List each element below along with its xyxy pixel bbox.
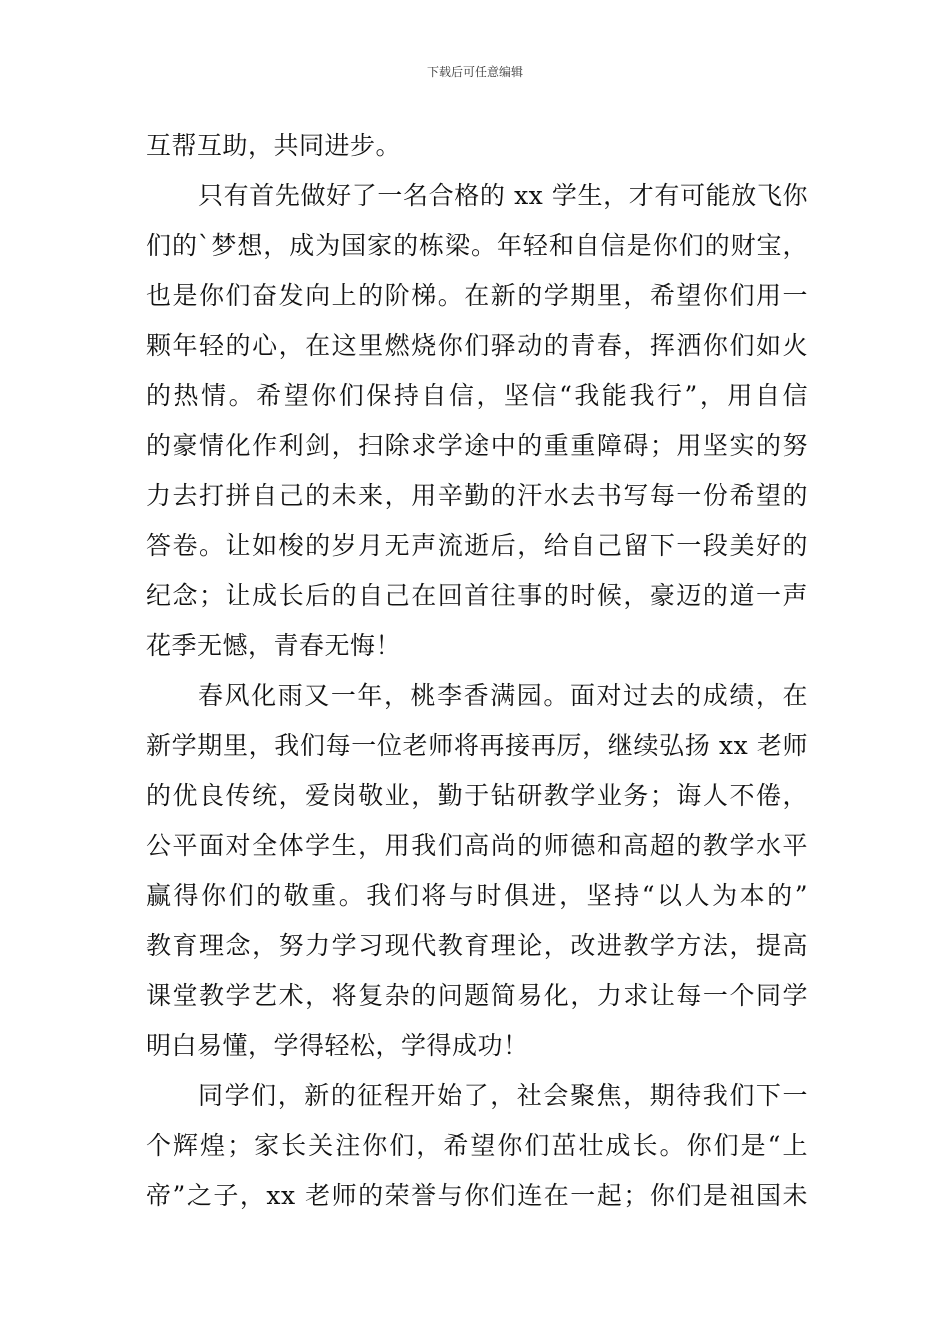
text-line: 公平面对全体学生，用我们高尚的师德和高超的教学水平 [146, 831, 808, 860]
text-line: 们的`梦想，成为国家的栋梁。年轻和自信是你们的财宝， [146, 231, 808, 260]
text-line: 答卷。让如梭的岁月无声流逝后，给自己留下一段美好的 [146, 531, 808, 560]
text-line: 的优良传统，爱岗敬业，勤于钻研教学业务；诲人不倦， [146, 781, 808, 810]
text-line: 帝”之子，xx 老师的荣誉与你们连在一起；你们是祖国未 [146, 1181, 808, 1210]
text-line: 纪念；让成长后的自己在回首往事的时候，豪迈的道一声 [146, 581, 808, 610]
text-line: 同学们，新的征程开始了，社会聚焦，期待我们下一 [198, 1081, 808, 1110]
text-line: 颗年轻的心，在这里燃烧你们驿动的青春，挥洒你们如火 [146, 331, 808, 360]
document-body [146, 121, 808, 1221]
text-line: 只有首先做好了一名合格的 xx 学生，才有可能放飞你 [198, 181, 808, 210]
text-line: 也是你们奋发向上的阶梯。在新的学期里，希望你们用一 [146, 281, 808, 310]
text-line: 新学期里，我们每一位老师将再接再厉，继续弘扬 xx 老师 [146, 731, 808, 760]
page-header: 下载后可任意编辑 [426, 65, 523, 79]
text-line: 的豪情化作利剑，扫除求学途中的重重障碍；用坚实的努 [146, 431, 808, 460]
text-line: 互帮互助，共同进步。 [146, 131, 402, 160]
text-line: 春风化雨又一年，桃李香满园。面对过去的成绩，在 [198, 681, 808, 710]
text-line: 明白易懂，学得轻松，学得成功！ [146, 1031, 529, 1060]
text-line: 的热情。希望你们保持自信，坚信“我能我行”，用自信 [146, 381, 808, 410]
text-line: 赢得你们的敬重。我们将与时俱进，坚持“以人为本的” [146, 881, 808, 910]
text-line: 力去打拼自己的未来，用辛勤的汗水去书写每一份希望的 [146, 481, 808, 510]
text-line: 花季无憾，青春无悔！ [146, 631, 402, 660]
text-line: 课堂教学艺术，将复杂的问题简易化，力求让每一个同学 [146, 981, 808, 1010]
text-line: 教育理念，努力学习现代教育理论，改进教学方法，提高 [146, 931, 808, 960]
text-line: 个辉煌；家长关注你们，希望你们茁壮成长。你们是“上 [146, 1131, 808, 1160]
